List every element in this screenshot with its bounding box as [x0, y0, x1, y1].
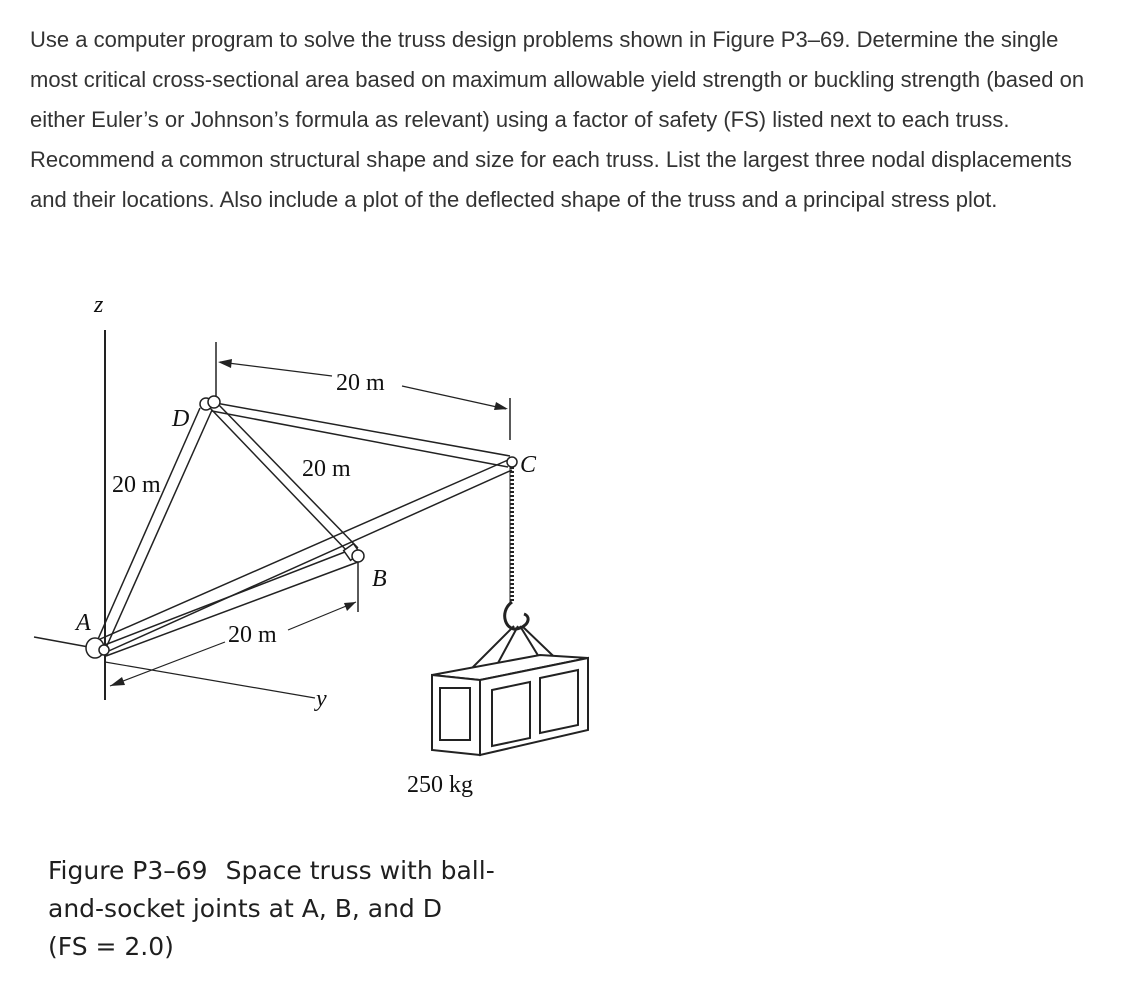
figure-caption	[48, 852, 648, 966]
dim-left-label: 20 m	[112, 472, 161, 498]
truss-diagram	[30, 290, 630, 810]
node-c-label: C	[520, 452, 537, 478]
y-axis	[105, 662, 315, 698]
member-dc-edge1	[210, 402, 510, 456]
member-ab-edge1	[102, 550, 350, 646]
dim-bottom-arrow-right	[344, 602, 356, 611]
joint-c	[507, 457, 517, 467]
dim-top-line-left	[220, 362, 332, 376]
node-d-label: D	[172, 406, 190, 432]
dim-bottom-arrow-left	[110, 677, 125, 686]
member-ad-edge1	[95, 408, 200, 646]
truss-figure	[30, 290, 630, 810]
dim-bottom-label: 20 m	[228, 622, 277, 648]
node-a-label: A	[76, 610, 91, 636]
crate	[432, 655, 588, 755]
problem-statement: Use a computer program to solve the truss design problems shown in Figure P3–69. Determine the single most critical cross-sectional area based on maximum allowable yield strength or buckling strength (based on either Euler’s or Johnson’s formula as relevant) using a factor of safety (FS) listed next to each truss. Recommend a common structural shape and size for each truss. List the largest three nodal displacements and their locations. Also include a plot of the deflected shape of the truss and a principal stress plot.	[30, 27, 1085, 212]
member-dc-edge2	[212, 411, 508, 467]
caption-line-2: and-socket joints at A, B, and D	[48, 894, 442, 923]
dim-top-line-right	[402, 386, 506, 409]
caption-line-3: (FS = 2.0)	[48, 932, 174, 961]
joint-b	[344, 544, 364, 612]
dim-top-label: 20 m	[336, 370, 385, 396]
caption-line-1	[48, 852, 648, 890]
dim-db-label: 20 m	[302, 456, 351, 482]
caption-line-1-text: Space truss with ball-	[225, 856, 495, 885]
z-axis-label: z	[94, 292, 104, 318]
dim-top-arrow-right	[494, 402, 508, 410]
node-b-label: B	[372, 566, 387, 592]
member-ac-edge2	[102, 470, 512, 654]
load-label: 250 kg	[407, 772, 473, 798]
caption-figure-number: Figure P3–69	[48, 856, 208, 885]
y-axis-label: y	[316, 686, 327, 712]
joint-d	[200, 396, 220, 410]
dim-top-arrow-left	[218, 359, 232, 368]
hook-icon	[505, 602, 528, 629]
